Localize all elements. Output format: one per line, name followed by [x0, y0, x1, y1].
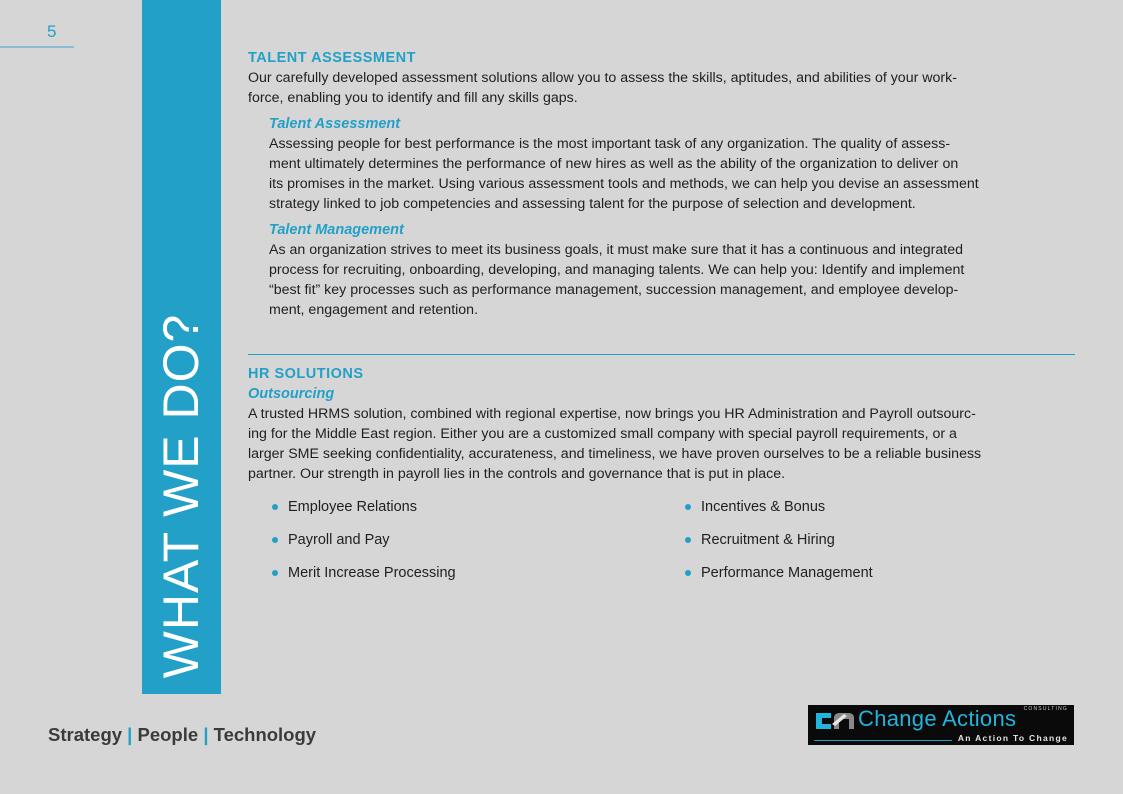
list-item-label: Payroll and Pay: [288, 532, 390, 548]
bullet-dot-icon: [685, 570, 691, 576]
tagline-people: People: [137, 724, 199, 745]
paragraph-line: its promises in the market. Using various assessment tools and methods, we can help you devise an assessment: [269, 176, 979, 192]
tagline-strategy: Strategy: [48, 724, 123, 745]
list-item: [272, 530, 456, 563]
paragraph-line: strategy linked to job competencies and assessing talent for the purpose of selection and development.: [269, 196, 916, 212]
bullet-column-left: [272, 497, 456, 596]
bullet-dot-icon: [685, 537, 691, 543]
bullet-dot-icon: [272, 504, 278, 510]
paragraph-line: Assessing people for best performance is the most important task of any organization. The quality of assess-: [269, 136, 951, 152]
logo-wordmark: Change Actions: [858, 706, 1017, 731]
subsection-talent-management: [269, 220, 1078, 320]
subsection-title: Talent Management: [269, 222, 404, 238]
list-item: [685, 563, 873, 596]
bullet-dot-icon: [272, 570, 278, 576]
page-number: 5: [47, 22, 57, 41]
paragraph-line: ment, engagement and retention.: [269, 302, 479, 318]
list-item-label: Performance Management: [701, 565, 873, 581]
section-heading-hr-solutions: HR SOLUTIONS: [248, 366, 364, 382]
paragraph-line: partner. Our strength in payroll lies in the controls and governance that is put in place.: [248, 466, 786, 482]
intro-line: force, enabling you to identify and fill any skills gaps.: [248, 90, 578, 106]
bullet-column-right: [685, 497, 873, 596]
section-divider: [248, 354, 1075, 355]
logo-consulting: CONSULTING: [1023, 706, 1068, 712]
sidebar-title: WHAT WE DO?: [153, 313, 209, 679]
paragraph-line: A trusted HRMS solution, combined with regional expertise, now brings you HR Administration and Payroll outsourc-: [248, 406, 976, 422]
footer-tagline: [48, 724, 316, 746]
talent-assessment-section: [248, 48, 1078, 320]
list-item-label: Merit Increase Processing: [288, 565, 456, 581]
company-logo: [808, 705, 1074, 745]
section-heading-talent-assessment: TALENT ASSESSMENT: [248, 50, 417, 66]
paragraph-line: “best fit” key processes such as performance management, succession management, and employee develop-: [269, 282, 959, 298]
list-item: [685, 530, 873, 563]
bullet-dot-icon: [272, 537, 278, 543]
subsection-title-outsourcing: Outsourcing: [248, 386, 335, 402]
page-number-block: [0, 22, 74, 48]
tagline-separator: |: [127, 724, 133, 745]
bullet-dot-icon: [685, 504, 691, 510]
sidebar-band: [142, 0, 221, 694]
tagline-separator: |: [203, 724, 209, 745]
paragraph-line: As an organization strives to meet its business goals, it must make sure that it has a continuous and integrated: [269, 242, 963, 258]
paragraph-line: process for recruiting, onboarding, developing, and managing talents. We can help you: Identify and implement: [269, 262, 965, 278]
logo-slogan: An Action To Change: [957, 733, 1068, 743]
paragraph-line: larger SME seeking confidentiality, accurateness, and timeliness, we have proven ourselves to be a reliable business: [248, 446, 982, 462]
paragraph-line: ment ultimately determines the performance of new hires as well as the ability of the organization to deliver on: [269, 156, 959, 172]
ca-logo-mark-icon: [814, 710, 856, 732]
tagline-technology: Technology: [213, 724, 317, 745]
subsection-title: Talent Assessment: [269, 116, 401, 132]
list-item: [272, 497, 456, 530]
list-item-label: Employee Relations: [288, 499, 417, 515]
hr-solutions-section: [248, 364, 1078, 484]
logo-underline: [814, 740, 952, 741]
list-item: [272, 563, 456, 596]
list-item: [685, 497, 873, 530]
list-item-label: Recruitment & Hiring: [701, 532, 835, 548]
intro-line: Our carefully developed assessment solutions allow you to assess the skills, aptitudes, and abilities of your work-: [248, 70, 957, 86]
list-item-label: Incentives & Bonus: [701, 499, 826, 515]
paragraph-line: ing for the Middle East region. Either you are a customized small company with special payroll requirements, or a: [248, 426, 957, 442]
subsection-talent-assessment: [269, 114, 1078, 214]
